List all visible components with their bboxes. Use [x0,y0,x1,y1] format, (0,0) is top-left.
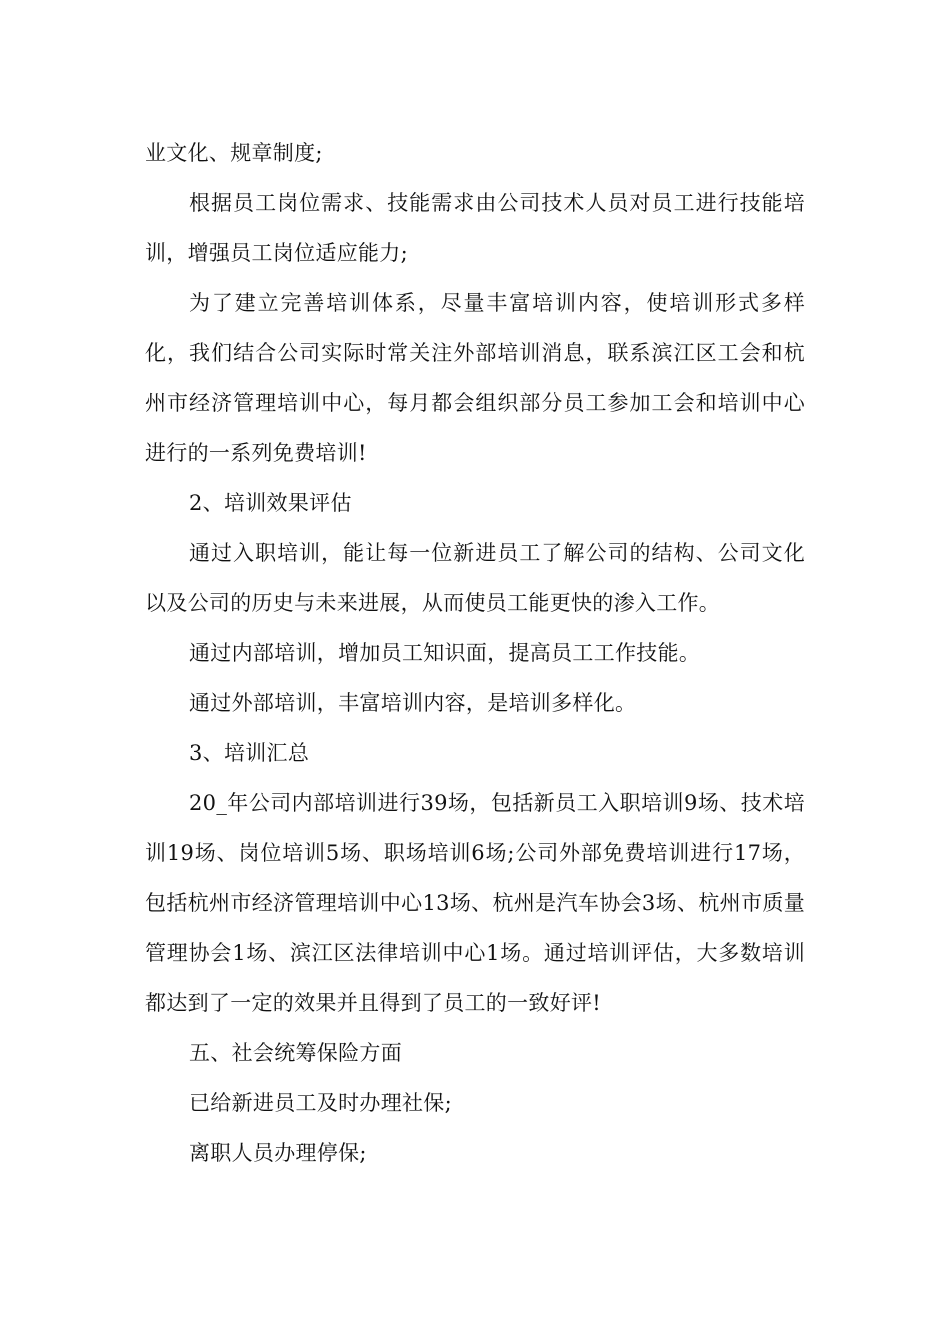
paragraph-external-evaluation: 通过外部培训，丰富培训内容，是培训多样化。 [189,691,637,715]
paragraph-external-training: 为了建立完善培训体系，尽量丰富培训内容，使培训形式多样化，我们结合公司实际时常关注外部培训消息，联系滨江区工会和杭州市经济管理培训中心，每月都会组织部分员工参加工会和培训中心进行的一系列免费培训! [145,291,805,465]
paragraph-new-hire-insurance: 已给新进员工及时办理社保; [189,1091,452,1115]
document-page [145,128,805,1178]
heading-training-evaluation: 2、培训效果评估 [189,491,352,515]
heading-training-summary: 3、培训汇总 [189,741,310,765]
paragraph-resigned-insurance: 离职人员办理停保; [189,1141,367,1165]
paragraph-onboarding-evaluation: 通过入职培训，能让每一位新进员工了解公司的结构、公司文化以及公司的历史与未来进展，从而使员工能更快的渗入工作。 [145,541,805,615]
paragraph-continuation: 业文化、规章制度; [145,141,323,165]
paragraph-skill-training: 根据员工岗位需求、技能需求由公司技术人员对员工进行技能培训，增强员工岗位适应能力; [145,191,805,265]
paragraph-training-summary: 20_年公司内部培训进行39场，包括新员工入职培训9场、技术培训19场、岗位培训5场、职场培训6场;公司外部免费培训进行17场，包括杭州市经济管理培训中心13场、杭州是汽车协会3场、杭州市质量管理协会1场、滨江区法律培训中心1场。通过培训评估，大多数培训都达到了一定的效果并且得到了员工的一致好评! [145,791,805,1015]
paragraph-internal-evaluation: 通过内部培训，增加员工知识面，提高员工工作技能。 [189,641,701,665]
heading-social-insurance: 五、社会统筹保险方面 [189,1041,402,1065]
